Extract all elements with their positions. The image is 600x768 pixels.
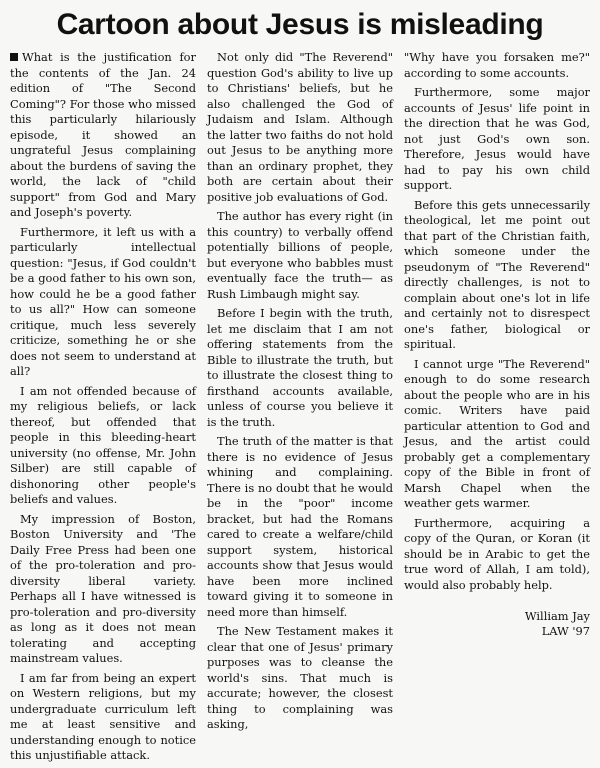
signature [404, 609, 590, 639]
paragraph: Furthermore, acquiring a copy of the Quran, or Koran (it should be in Arabic to get the true word of Allah, I am told), would also probably help. [404, 515, 590, 592]
article-body [10, 50, 590, 768]
author-affiliation: LAW '97 [541, 624, 590, 638]
headline: Cartoon about Jesus is misleading [56, 8, 544, 41]
paragraph: The author has every right (in this country) to verbally offend potentially billions of people, but everyone who babbles must eventually face the truth— as Rush Limbaugh might say. [207, 209, 393, 301]
author-name: William Jay [524, 609, 590, 623]
column-3 [404, 50, 590, 768]
paragraph: "Why have you forsaken me?" according to some accounts. [404, 50, 590, 80]
column-2 [207, 50, 393, 768]
paragraph: I am not offended because of my religious beliefs, or lack thereof, but offended that people in this bleeding-heart university (no offense, Mr. John Silber) are still capable of dishonoring other people's beliefs and values. [10, 383, 196, 506]
paragraph: Before this gets unnecessarily theological, let me point out that part of the Christian faith, which someone under the pseudonym of "The Reverend" directly challenges, is not to complain about one's lot in life and certainly not to disrespect one's father, biological or spiritual. [404, 197, 590, 351]
paragraph: The New Testament makes it clear that one of Jesus' primary purposes was to cleanse the world's sins. That much is accurate; however, the closest thing to complaining was asking, [207, 624, 393, 731]
column-1 [10, 50, 196, 768]
paragraph: The truth of the matter is that there is no evidence of Jesus whining and complaining. There is no doubt that he would be in the "poor" income bracket, but had the Romans cared to create a welfare/child support system, historical accounts show that Jesus would have been more inclined toward giving it to someone in need more than himself. [207, 434, 393, 619]
paragraph: My impression of Boston, Boston University and 'The Daily Free Press had been one of the pro-toleration and pro-diversity liberal variety. Perhaps all I have witnessed is pro-toleration and pro-diversity as long as it does not mean tolerating and accepting mainstream values. [10, 511, 196, 665]
paragraph: I cannot urge "The Reverend" enough to do some research about the people who are in his comic. Writers have paid particular attention to God and Jesus, and the artist could probably get a complementary copy of the Bible in front of Marsh Chapel when the weather gets warmer. [404, 356, 590, 510]
paragraph: Before I begin with the truth, let me disclaim that I am not offering statements from the Bible to illustrate the truth, but to illustrate the closest thing to firsthand accounts available, unless of course you believe it is the truth. [207, 306, 393, 429]
paragraph: Not only did "The Reverend" question God's ability to live up to Christians' beliefs, but he also challenged the God of Judaism and Islam. Although the latter two faiths do not hold out Jesus to be anything more than an ordinary prophet, they both are certain about their positive job evaluations of God. [207, 50, 393, 204]
paragraph [10, 50, 196, 221]
paragraph-text: What is the justification for the contents of the Jan. 24 edition of "The Second Coming"? For those who missed this particularly hilariously episode, it showed an ungrateful Jesus complaining about the burdens of saving the world, the lack of "child support" from God and Mary and Joseph's poverty. [10, 50, 196, 219]
paragraph: Furthermore, it left us with a particularly intellectual question: "Jesus, if God couldn't be a good father to his own son, how could he be a good father to us all?" How can someone critique, much less severely criticize, something he or she does not seem to understand at all? [10, 224, 196, 378]
paragraph: I am far from being an expert on Western religions, but my undergraduate curriculum left me at least sensitive and understanding enough to notice this unjustifiable attack. [10, 670, 196, 762]
paragraph: Furthermore, some major accounts of Jesus' life point in the direction that he was God, not just God's own son. Therefore, Jesus would have had to pay his own child support. [404, 85, 590, 192]
bullet-icon [10, 53, 18, 61]
